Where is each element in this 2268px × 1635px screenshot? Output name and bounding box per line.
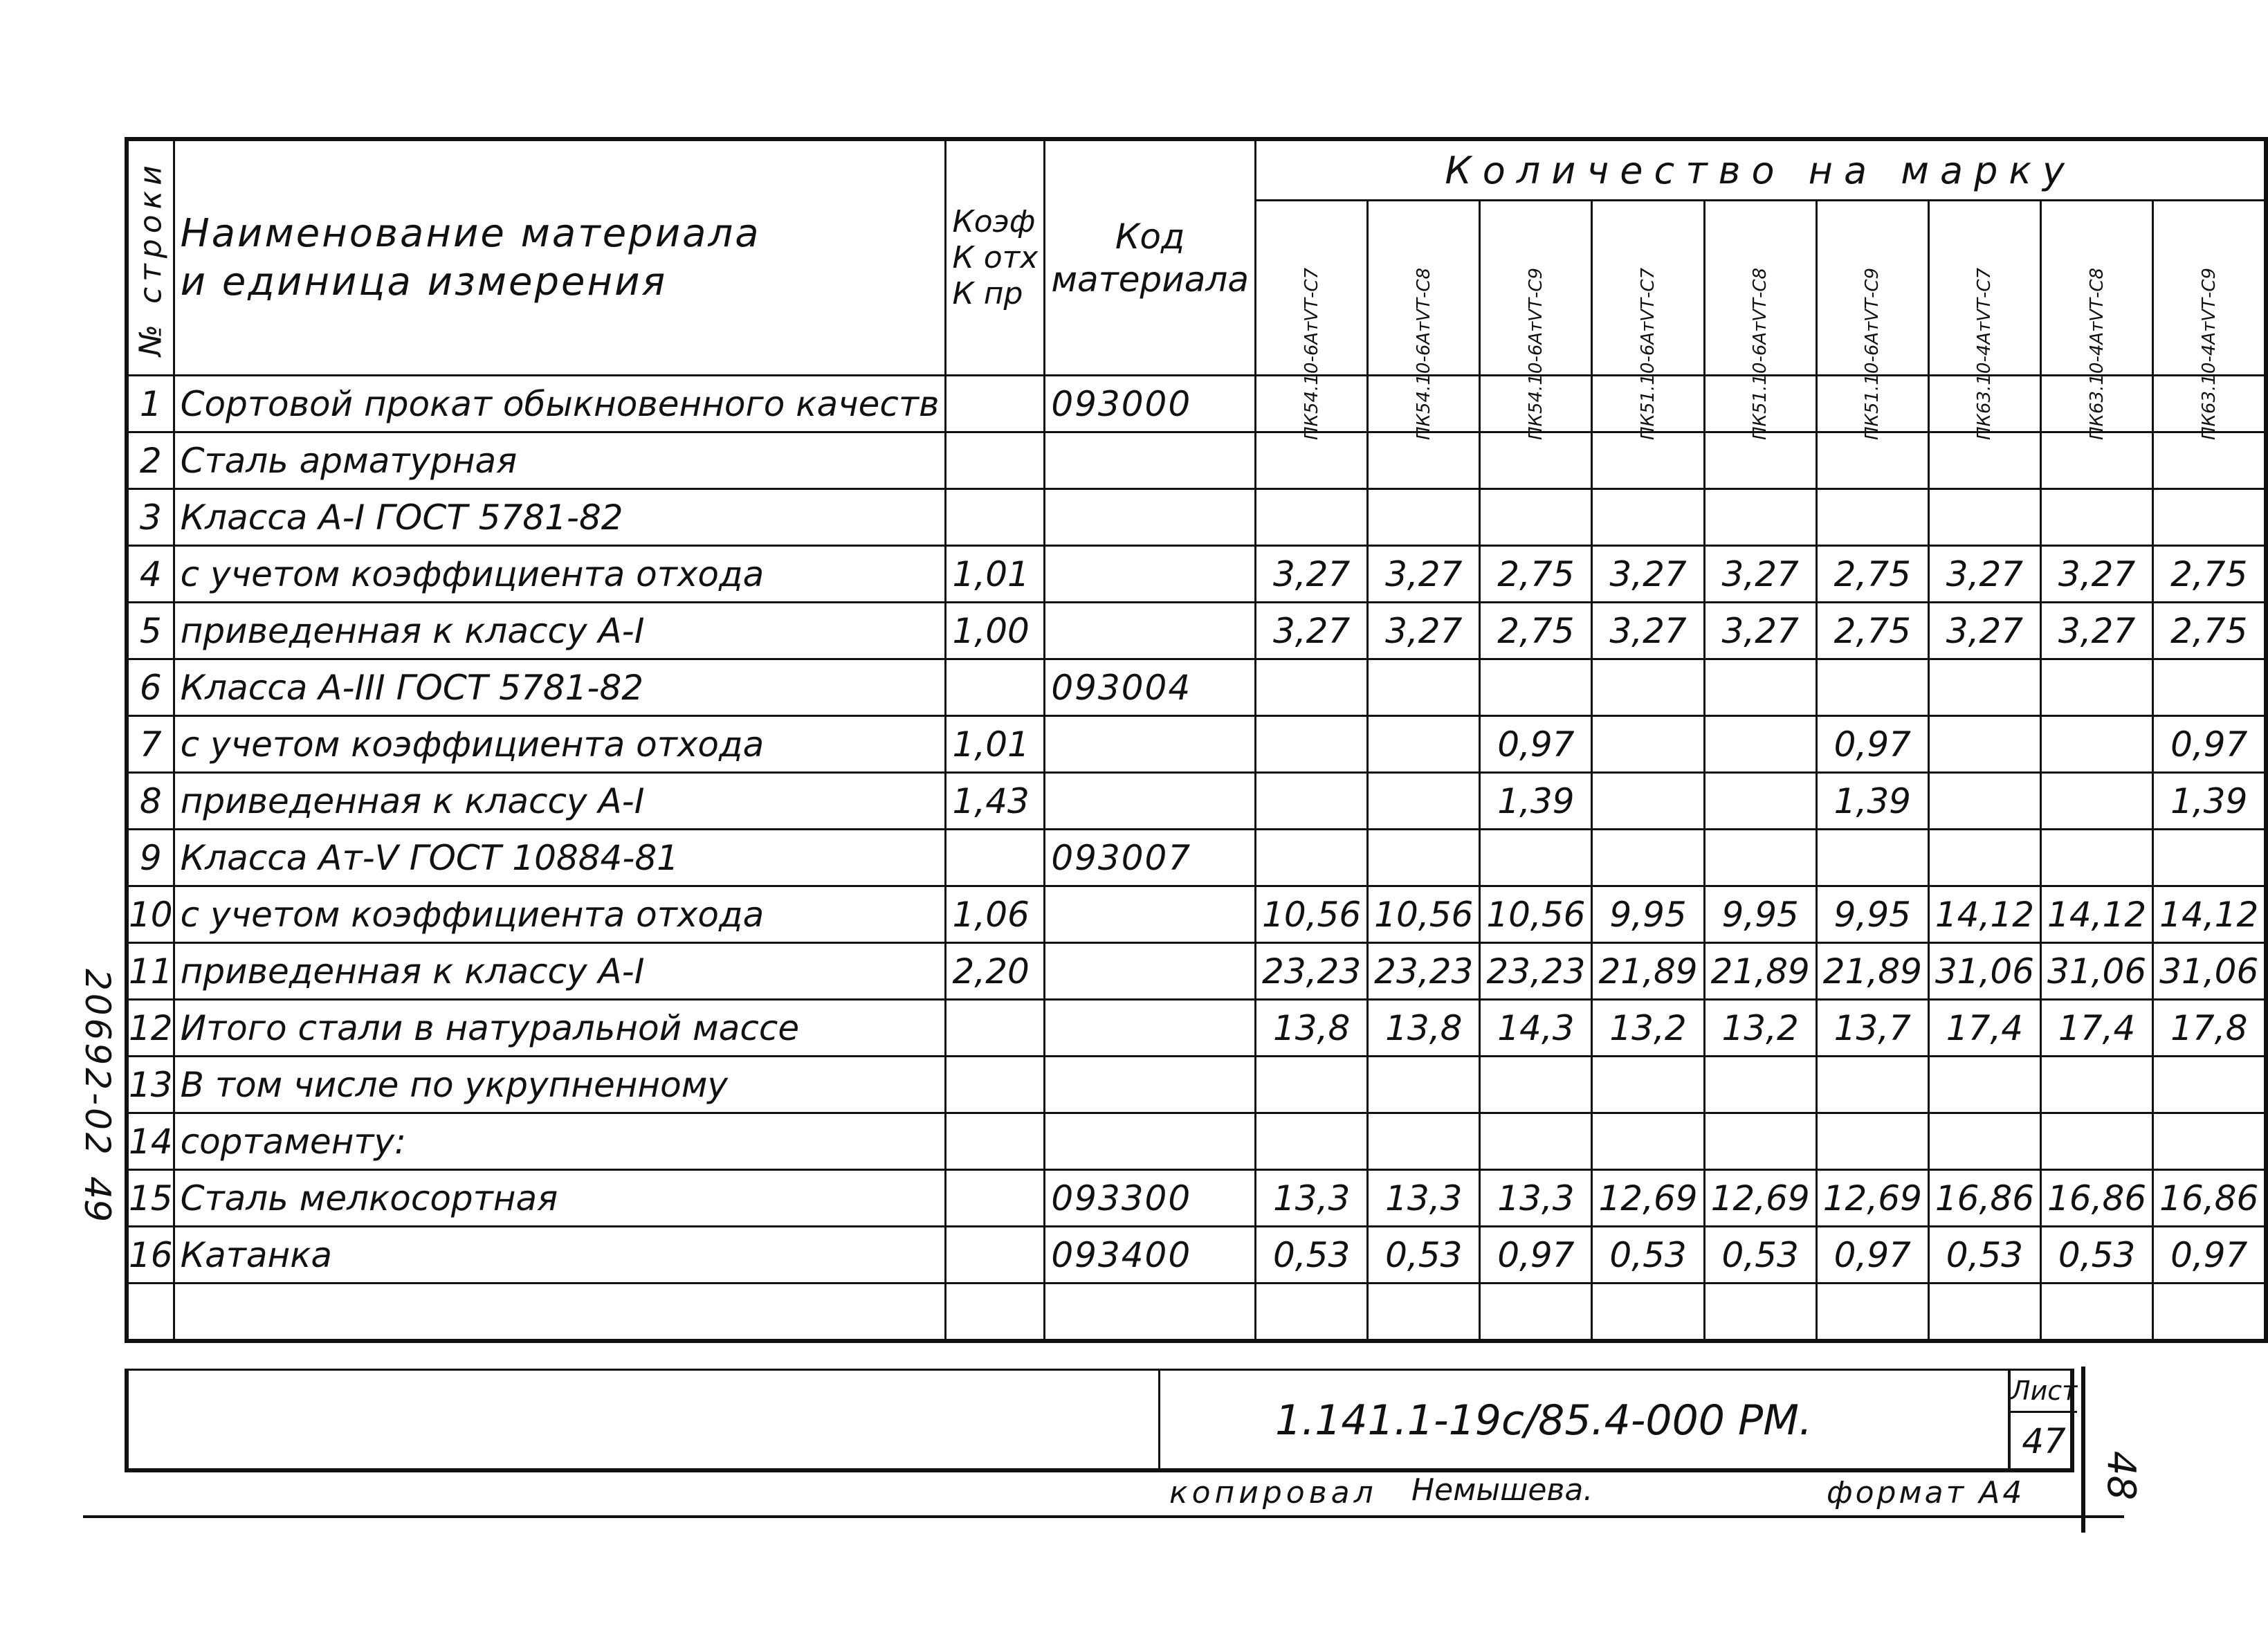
quantity-cell (1368, 1113, 1480, 1170)
quantity-cell (1592, 489, 1704, 546)
quantity-cell (1480, 830, 1592, 886)
header-mark-4: ПК51.10-6АтVТ-С7 (1592, 201, 1704, 376)
material-code: 093400 (1045, 1227, 1256, 1284)
quantity-cell (1256, 1057, 1368, 1113)
quantity-cell (1928, 773, 2040, 830)
header-mark-6: ПК51.10-6АтVТ-С9 (1816, 201, 1928, 376)
material-code (1045, 943, 1256, 1000)
row-number: 2 (127, 432, 174, 489)
quantity-cell: 14,12 (2153, 886, 2267, 943)
materials-table (125, 137, 2268, 1343)
row-number: 4 (127, 546, 174, 603)
quantity-cell: 0,97 (1816, 716, 1928, 773)
material-code: 093000 (1045, 376, 1256, 432)
quantity-cell (2153, 830, 2267, 886)
quantity-cell (1368, 489, 1480, 546)
quantity-cell: 0,97 (1480, 1227, 1592, 1284)
quantity-cell (1256, 1284, 1368, 1342)
quantity-cell (1592, 432, 1704, 489)
quantity-cell: 23,23 (1480, 943, 1592, 1000)
quantity-cell: 0,53 (1592, 1227, 1704, 1284)
material-code (1045, 603, 1256, 659)
quantity-cell: 3,27 (1928, 603, 2040, 659)
quantity-cell (1704, 489, 1816, 546)
quantity-cell: 2,75 (1816, 546, 1928, 603)
material-code (1045, 489, 1256, 546)
quantity-cell (1704, 659, 1816, 716)
row-number: 14 (127, 1113, 174, 1170)
quantity-cell: 0,97 (2153, 716, 2267, 773)
material-name: с учетом коэффициента отхода (174, 546, 946, 603)
quantity-cell: 1,39 (1480, 773, 1592, 830)
quantity-cell (1368, 716, 1480, 773)
quantity-cell: 3,27 (1704, 603, 1816, 659)
quantity-cell: 9,95 (1592, 886, 1704, 943)
quantity-cell: 2,75 (1480, 546, 1592, 603)
quantity-cell: 2,75 (2153, 603, 2267, 659)
quantity-cell: 16,86 (1928, 1170, 2040, 1227)
quantity-cell: 17,4 (2041, 1000, 2153, 1057)
material-code: 093300 (1045, 1170, 1256, 1227)
material-name: с учетом коэффициента отхода (174, 886, 946, 943)
quantity-cell: 10,56 (1256, 886, 1368, 943)
coefficient: 1,06 (946, 886, 1045, 943)
quantity-cell: 16,86 (2041, 1170, 2153, 1227)
quantity-cell: 14,12 (2041, 886, 2153, 943)
row-number: 13 (127, 1057, 174, 1113)
quantity-cell (1704, 716, 1816, 773)
coefficient (946, 1284, 1045, 1342)
header-mark-9: ПК63.10-4АтVТ-С9 (2153, 201, 2267, 376)
header-quantity-per-mark: Количество на марку (1256, 139, 2267, 201)
header-mark-2: ПК54.10-6АтVТ-С8 (1368, 201, 1480, 376)
document-code: 1.141.1-19с/85.4-000 РМ. (1274, 1396, 1813, 1445)
material-code (1045, 546, 1256, 603)
quantity-cell: 13,8 (1368, 1000, 1480, 1057)
quantity-cell (1704, 830, 1816, 886)
row-number: 6 (127, 659, 174, 716)
sheet-label: Лист (2011, 1371, 2077, 1413)
quantity-cell (1704, 773, 1816, 830)
coefficient: 1,01 (946, 546, 1045, 603)
quantity-cell (1592, 773, 1704, 830)
quantity-cell (2041, 432, 2153, 489)
quantity-cell: 31,06 (2153, 943, 2267, 1000)
table-row (127, 1170, 2266, 1227)
material-code (1045, 432, 1256, 489)
quantity-cell (1368, 1284, 1480, 1342)
quantity-cell (1928, 489, 2040, 546)
table-row (127, 1227, 2266, 1284)
quantity-cell: 10,56 (1480, 886, 1592, 943)
quantity-cell (1480, 1113, 1592, 1170)
quantity-cell: 0,53 (1368, 1227, 1480, 1284)
quantity-cell (1480, 1057, 1592, 1113)
coefficient (946, 376, 1045, 432)
material-name: приведенная к классу А-I (174, 943, 946, 1000)
quantity-cell: 13,7 (1816, 1000, 1928, 1057)
header-row-number: № строки (127, 139, 174, 376)
quantity-cell: 3,27 (1928, 546, 2040, 603)
material-name: В том числе по укрупненному (174, 1057, 946, 1113)
copied-label: копировал (1169, 1475, 1378, 1510)
quantity-cell: 3,27 (2041, 603, 2153, 659)
quantity-cell (1928, 1057, 2040, 1113)
material-code (1045, 1000, 1256, 1057)
quantity-cell: 13,2 (1704, 1000, 1816, 1057)
quantity-cell (1928, 1284, 2040, 1342)
quantity-cell: 2,75 (2153, 546, 2267, 603)
material-name: сортаменту: (174, 1113, 946, 1170)
coefficient (946, 830, 1045, 886)
coefficient (946, 1057, 1045, 1113)
row-number: 9 (127, 830, 174, 886)
header-mark-1: ПК54.10-6АтVТ-С7 (1256, 201, 1368, 376)
sheet-number: 47 (2022, 1421, 2066, 1461)
quantity-cell (1368, 830, 1480, 886)
quantity-cell (1480, 659, 1592, 716)
quantity-cell (1928, 1113, 2040, 1170)
quantity-cell (1256, 830, 1368, 886)
table-row (127, 773, 2266, 830)
quantity-cell (1480, 489, 1592, 546)
table-row (127, 886, 2266, 943)
material-name: приведенная к классу А-I (174, 603, 946, 659)
row-number: 8 (127, 773, 174, 830)
material-code (1045, 886, 1256, 943)
quantity-cell (2153, 659, 2267, 716)
table-row (127, 376, 2266, 432)
quantity-cell (1368, 432, 1480, 489)
quantity-cell (1816, 432, 1928, 489)
quantity-cell: 13,2 (1592, 1000, 1704, 1057)
header-mark-3: ПК54.10-6АтVТ-С9 (1480, 201, 1592, 376)
quantity-cell (1704, 1113, 1816, 1170)
header-material-code: Код материала (1045, 139, 1256, 376)
quantity-cell (1256, 716, 1368, 773)
quantity-cell (1704, 432, 1816, 489)
row-number: 15 (127, 1170, 174, 1227)
quantity-cell (1816, 1113, 1928, 1170)
quantity-cell: 23,23 (1256, 943, 1368, 1000)
quantity-cell (2041, 1057, 2153, 1113)
quantity-cell: 9,95 (1816, 886, 1928, 943)
material-name: с учетом коэффициента отхода (174, 716, 946, 773)
quantity-cell (1368, 659, 1480, 716)
quantity-cell (1368, 1057, 1480, 1113)
quantity-cell (2041, 830, 2153, 886)
quantity-cell (1592, 1057, 1704, 1113)
table-row (127, 659, 2266, 716)
quantity-cell (1928, 432, 2040, 489)
quantity-cell: 3,27 (2041, 546, 2153, 603)
quantity-cell: 0,53 (1704, 1227, 1816, 1284)
material-code (1045, 1057, 1256, 1113)
quantity-cell: 3,27 (1256, 546, 1368, 603)
quantity-cell (2041, 659, 2153, 716)
table-row (127, 716, 2266, 773)
table-row (127, 432, 2266, 489)
table-row (127, 546, 2266, 603)
material-code (1045, 773, 1256, 830)
quantity-cell (1368, 773, 1480, 830)
coefficient: 1,43 (946, 773, 1045, 830)
material-code (1045, 1113, 1256, 1170)
material-name: приведенная к классу А-I (174, 773, 946, 830)
row-number: 1 (127, 376, 174, 432)
table-row (127, 603, 2266, 659)
quantity-cell (1816, 1284, 1928, 1342)
material-name: Катанка (174, 1227, 946, 1284)
quantity-cell (1592, 830, 1704, 886)
coefficient (946, 1113, 1045, 1170)
coefficient (946, 432, 1045, 489)
quantity-cell: 31,06 (2041, 943, 2153, 1000)
material-code (1045, 716, 1256, 773)
quantity-cell (1928, 830, 2040, 886)
quantity-cell (1592, 716, 1704, 773)
quantity-cell (2041, 1113, 2153, 1170)
material-name: Сталь мелкосортная (174, 1170, 946, 1227)
material-name: Сталь арматурная (174, 432, 946, 489)
row-number (127, 1284, 174, 1342)
quantity-cell: 17,4 (1928, 1000, 2040, 1057)
material-code: 093007 (1045, 830, 1256, 886)
title-block (125, 1369, 2078, 1472)
quantity-cell: 0,97 (1816, 1227, 1928, 1284)
quantity-cell: 2,75 (1480, 603, 1592, 659)
archive-code: 20692-02 (77, 969, 118, 1158)
quantity-cell (1928, 716, 2040, 773)
copier-name: Немышева. (1411, 1472, 1593, 1508)
quantity-cell (1592, 1284, 1704, 1342)
row-number: 7 (127, 716, 174, 773)
quantity-cell: 3,27 (1592, 546, 1704, 603)
quantity-cell (1816, 489, 1928, 546)
quantity-cell: 12,69 (1592, 1170, 1704, 1227)
quantity-cell (1256, 432, 1368, 489)
table-row (127, 489, 2266, 546)
quantity-cell: 21,89 (1592, 943, 1704, 1000)
table-body (127, 376, 2266, 1342)
quantity-cell: 31,06 (1928, 943, 2040, 1000)
quantity-cell: 12,69 (1816, 1170, 1928, 1227)
coefficient: 1,00 (946, 603, 1045, 659)
corner-page-number: 48 (2098, 1450, 2144, 1501)
coefficient (946, 1170, 1045, 1227)
material-name: Сортовой прокат обыкновенного качеств (174, 376, 946, 432)
format-label: формат А4 (1827, 1475, 2025, 1510)
table-row (127, 1000, 2266, 1057)
quantity-cell (1816, 659, 1928, 716)
quantity-cell: 1,39 (1816, 773, 1928, 830)
material-name: Класса Ат-V ГОСТ 10884-81 (174, 830, 946, 886)
quantity-cell (2041, 716, 2153, 773)
header-mark-7: ПК63.10-4АтVТ-С7 (1928, 201, 2040, 376)
quantity-cell (2153, 489, 2267, 546)
quantity-cell (1816, 830, 1928, 886)
quantity-cell: 13,3 (1480, 1170, 1592, 1227)
quantity-cell: 0,97 (1480, 716, 1592, 773)
quantity-cell (2153, 1284, 2267, 1342)
coefficient (946, 1000, 1045, 1057)
row-number: 3 (127, 489, 174, 546)
quantity-cell (1816, 1057, 1928, 1113)
quantity-cell: 3,27 (1368, 603, 1480, 659)
coefficient (946, 1227, 1045, 1284)
quantity-cell: 13,8 (1256, 1000, 1368, 1057)
quantity-cell: 3,27 (1704, 546, 1816, 603)
quantity-cell: 9,95 (1704, 886, 1816, 943)
left-page-number: 49 (76, 1176, 118, 1223)
sheet-box (2008, 1371, 2077, 1470)
quantity-cell: 13,3 (1256, 1170, 1368, 1227)
quantity-cell: 0,53 (1256, 1227, 1368, 1284)
quantity-cell: 0,53 (1928, 1227, 2040, 1284)
quantity-cell: 13,3 (1368, 1170, 1480, 1227)
quantity-cell (1592, 1113, 1704, 1170)
quantity-cell: 3,27 (1368, 546, 1480, 603)
quantity-cell (2041, 1284, 2153, 1342)
quantity-cell: 10,56 (1368, 886, 1480, 943)
quantity-cell: 17,8 (2153, 1000, 2267, 1057)
row-number: 11 (127, 943, 174, 1000)
quantity-cell (2153, 1113, 2267, 1170)
table-row (127, 830, 2266, 886)
quantity-cell: 21,89 (1816, 943, 1928, 1000)
material-code: 093004 (1045, 659, 1256, 716)
header-mark-5: ПК51.10-6АтVТ-С8 (1704, 201, 1816, 376)
material-name: Итого стали в натуральной массе (174, 1000, 946, 1057)
quantity-cell (1480, 432, 1592, 489)
quantity-cell (1704, 1057, 1816, 1113)
quantity-cell: 12,69 (1704, 1170, 1816, 1227)
quantity-cell (2153, 1057, 2267, 1113)
material-code (1045, 1284, 1256, 1342)
header-coefficient: Коэф К отх К пр (946, 139, 1045, 376)
quantity-cell (2041, 489, 2153, 546)
quantity-cell: 21,89 (1704, 943, 1816, 1000)
row-number: 12 (127, 1000, 174, 1057)
row-number: 5 (127, 603, 174, 659)
frame-bottom-rule (83, 1515, 2124, 1518)
quantity-cell (1256, 1113, 1368, 1170)
quantity-cell (1704, 1284, 1816, 1342)
table-row (127, 943, 2266, 1000)
quantity-cell: 14,3 (1480, 1000, 1592, 1057)
header-mark-8: ПК63.10-4АтVТ-С8 (2041, 201, 2153, 376)
table-row (127, 1057, 2266, 1113)
frame-right-edge (2081, 1367, 2085, 1533)
table-row (127, 1113, 2266, 1170)
coefficient: 1,01 (946, 716, 1045, 773)
header-material-name: Наименование материала и единица измерения (174, 139, 946, 376)
quantity-cell (1928, 659, 2040, 716)
quantity-cell (1256, 773, 1368, 830)
row-number: 10 (127, 886, 174, 943)
material-name (174, 1284, 946, 1342)
quantity-cell: 0,97 (2153, 1227, 2267, 1284)
quantity-cell: 2,75 (1816, 603, 1928, 659)
quantity-cell (1480, 1284, 1592, 1342)
quantity-cell: 0,53 (2041, 1227, 2153, 1284)
quantity-cell: 16,86 (2153, 1170, 2267, 1227)
quantity-cell (2153, 432, 2267, 489)
quantity-cell: 3,27 (1256, 603, 1368, 659)
material-name: Класса А-III ГОСТ 5781-82 (174, 659, 946, 716)
quantity-cell (1256, 659, 1368, 716)
coefficient (946, 659, 1045, 716)
quantity-cell (2041, 773, 2153, 830)
quantity-cell: 3,27 (1592, 603, 1704, 659)
coefficient (946, 489, 1045, 546)
quantity-cell: 23,23 (1368, 943, 1480, 1000)
quantity-cell (1592, 659, 1704, 716)
material-name: Класса А-I ГОСТ 5781-82 (174, 489, 946, 546)
quantity-cell (1256, 489, 1368, 546)
coefficient: 2,20 (946, 943, 1045, 1000)
table-row (127, 1284, 2266, 1342)
row-number: 16 (127, 1227, 174, 1284)
quantity-cell: 14,12 (1928, 886, 2040, 943)
quantity-cell: 1,39 (2153, 773, 2267, 830)
